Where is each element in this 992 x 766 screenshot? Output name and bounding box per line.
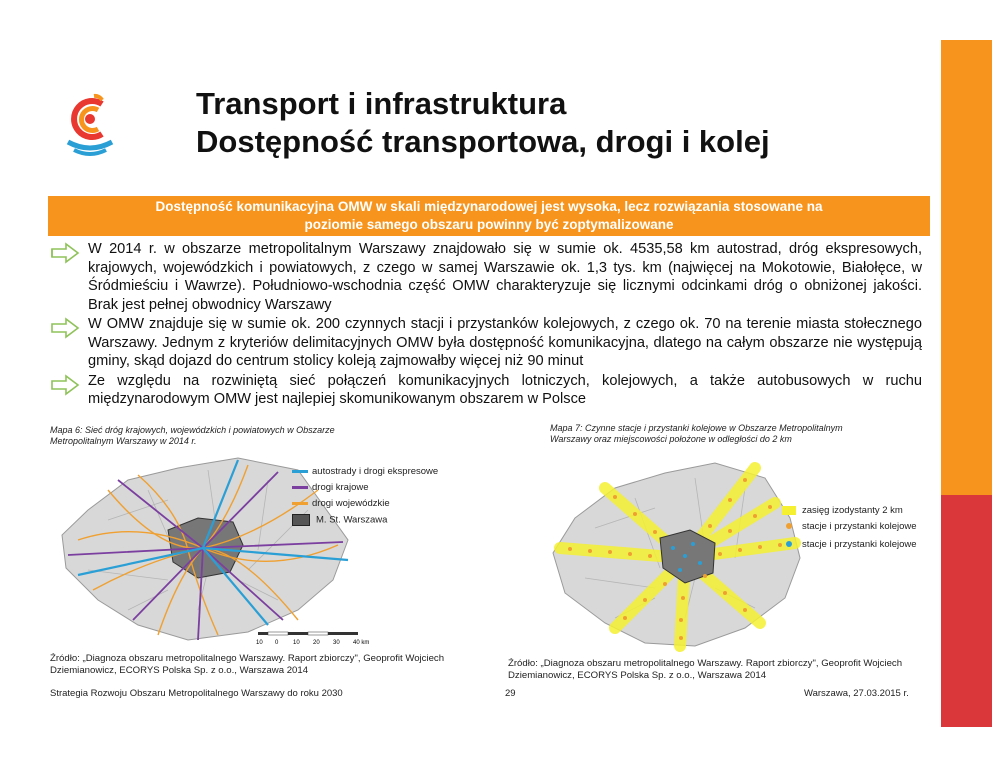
map2-source-line-2: Dziemianowicz, ECORYS Polska Sp. z o.o., Warszawa 2014 [508,670,767,681]
legend-item [782,521,917,532]
bullet-item [48,372,922,409]
bullet-list [48,240,922,410]
map1-caption-line-2: Metropolitalnym Warszawy w 2014 r. [50,436,197,446]
legend-swatch [786,541,792,547]
side-bar-red [941,495,992,727]
footer-date: Warszawa, 27.03.2015 r. [804,688,909,699]
legend-swatch [782,506,796,515]
arrow-bullet-icon [50,242,80,264]
legend-item [292,514,387,526]
map1-source-line-1: Źródło: „Diagnoza obszaru metropolitalnego Warszawy. Raport zbiorczy", Geoprofit Wojciech [50,653,445,664]
map2-caption-line-2: Warszawy oraz miejscowości położone w odległości do 2 km [550,434,792,444]
legend-label: autostrady i drogi ekspresowe [312,466,439,477]
bullet-text: W OMW znajduje się w sumie ok. 200 czynnych stacji i przystanków kolejowych, z czego ok. 70 na terenie miasta stołecznego Warszawy. Jednym z kryteriów delimitacyjnych OMW była dostępność komunikacyjna, dlatego na całym obszarze nie występują gminy, skąd dojazd do centrum stolicy koleją zajmowałby więcej niż 90 minut [88,316,922,369]
legend-swatch [292,502,308,505]
side-bar-orange [941,40,992,495]
legend-item [292,482,369,493]
page-title [196,85,770,161]
bullet-item [48,315,922,371]
page-number: 29 [505,688,516,699]
railway-stations-map [545,448,805,653]
legend-label: stacje i przystanki kolejowe [802,521,917,532]
arrow-bullet-icon [50,374,80,396]
scale-label: 30 [333,640,340,646]
map1-caption [50,425,335,447]
scale-label: 10 [256,640,263,646]
summary-banner [48,196,930,236]
legend-swatch [292,514,310,526]
scale-label: 20 [313,640,320,646]
map2-source-line-1: Źródło: „Diagnoza obszaru metropolitalnego Warszawy. Raport zbiorczy", Geoprofit Wojciech [508,658,903,669]
legend-swatch [292,486,308,489]
banner-line-1: Dostępność komunikacyjna OMW w skali międzynarodowej jest wysoka, lecz rozwiązania stosowane na [155,199,823,214]
legend-item [292,466,438,477]
banner-line-2: poziomie samego obszaru powinny być zoptymalizowane [304,217,674,232]
road-network-map [48,450,408,650]
map1-source-line-2: Dziemianowicz, ECORYS Polska Sp. z o.o., Warszawa 2014 [50,665,309,676]
legend-swatch [292,470,308,473]
legend-item [292,498,390,509]
legend-item [782,539,917,550]
title-line-2: Dostępność transportowa, drogi i kolej [196,124,770,159]
title-line-1: Transport i infrastruktura [196,86,567,121]
legend-label: drogi krajowe [312,482,369,493]
map1-source [50,653,444,677]
map-scale-bar [256,632,369,646]
bullet-text: Ze względu na rozwiniętą sieć połączeń komunikacyjnych lotniczych, kolejowych, a także autobusowych w ruchu międzynarodowym OMW jest najlepiej skomunikowanym obszarem w Polsce [88,372,922,407]
map2-caption-line-1: Mapa 7: Czynne stacje i przystanki kolejowe w Obszarze Metropolitalnym [550,423,843,433]
legend-item [782,505,903,516]
footer-title: Strategia Rozwoju Obszaru Metropolitalnego Warszawy do roku 2030 [50,688,343,699]
legend-label: M. St. Warszawa [316,514,388,526]
scale-label: 40 km [353,640,370,646]
legend-label: zasięg izodystanty 2 km [802,505,903,516]
map1-caption-line-1: Mapa 6: Sieć dróg krajowych, wojewódzkich i powiatowych w Obszarze [50,425,335,435]
scale-label: 0 [275,640,279,646]
bullet-text: W 2014 r. w obszarze metropolitalnym Warszawy znajdowało się w sumie ok. 4535,58 km autostrad, dróg ekspresowych, krajowych, wojewódzkich i powiatowych, z czego w samej Warszawie ok. 1,3 tys. km (najwięcej na Mokotowie, Białołęce, w Śródmieściu i Wawrze). Południowo-wschodnia część OMW charakteryzuje się licznymi odcinkami dróg o obniżonej jakości. Brak jest pełnej obwodnicy Warszawy [88,241,922,313]
omw-logo-icon [60,92,120,158]
bullet-item [48,240,922,314]
legend-label: drogi wojewódzkie [312,498,390,509]
map2-source [508,658,902,682]
arrow-bullet-icon [50,317,80,339]
map2-caption [550,423,843,445]
legend-swatch [786,523,792,529]
legend-label: stacje i przystanki kolejowe [802,539,917,550]
scale-label: 10 [293,640,300,646]
